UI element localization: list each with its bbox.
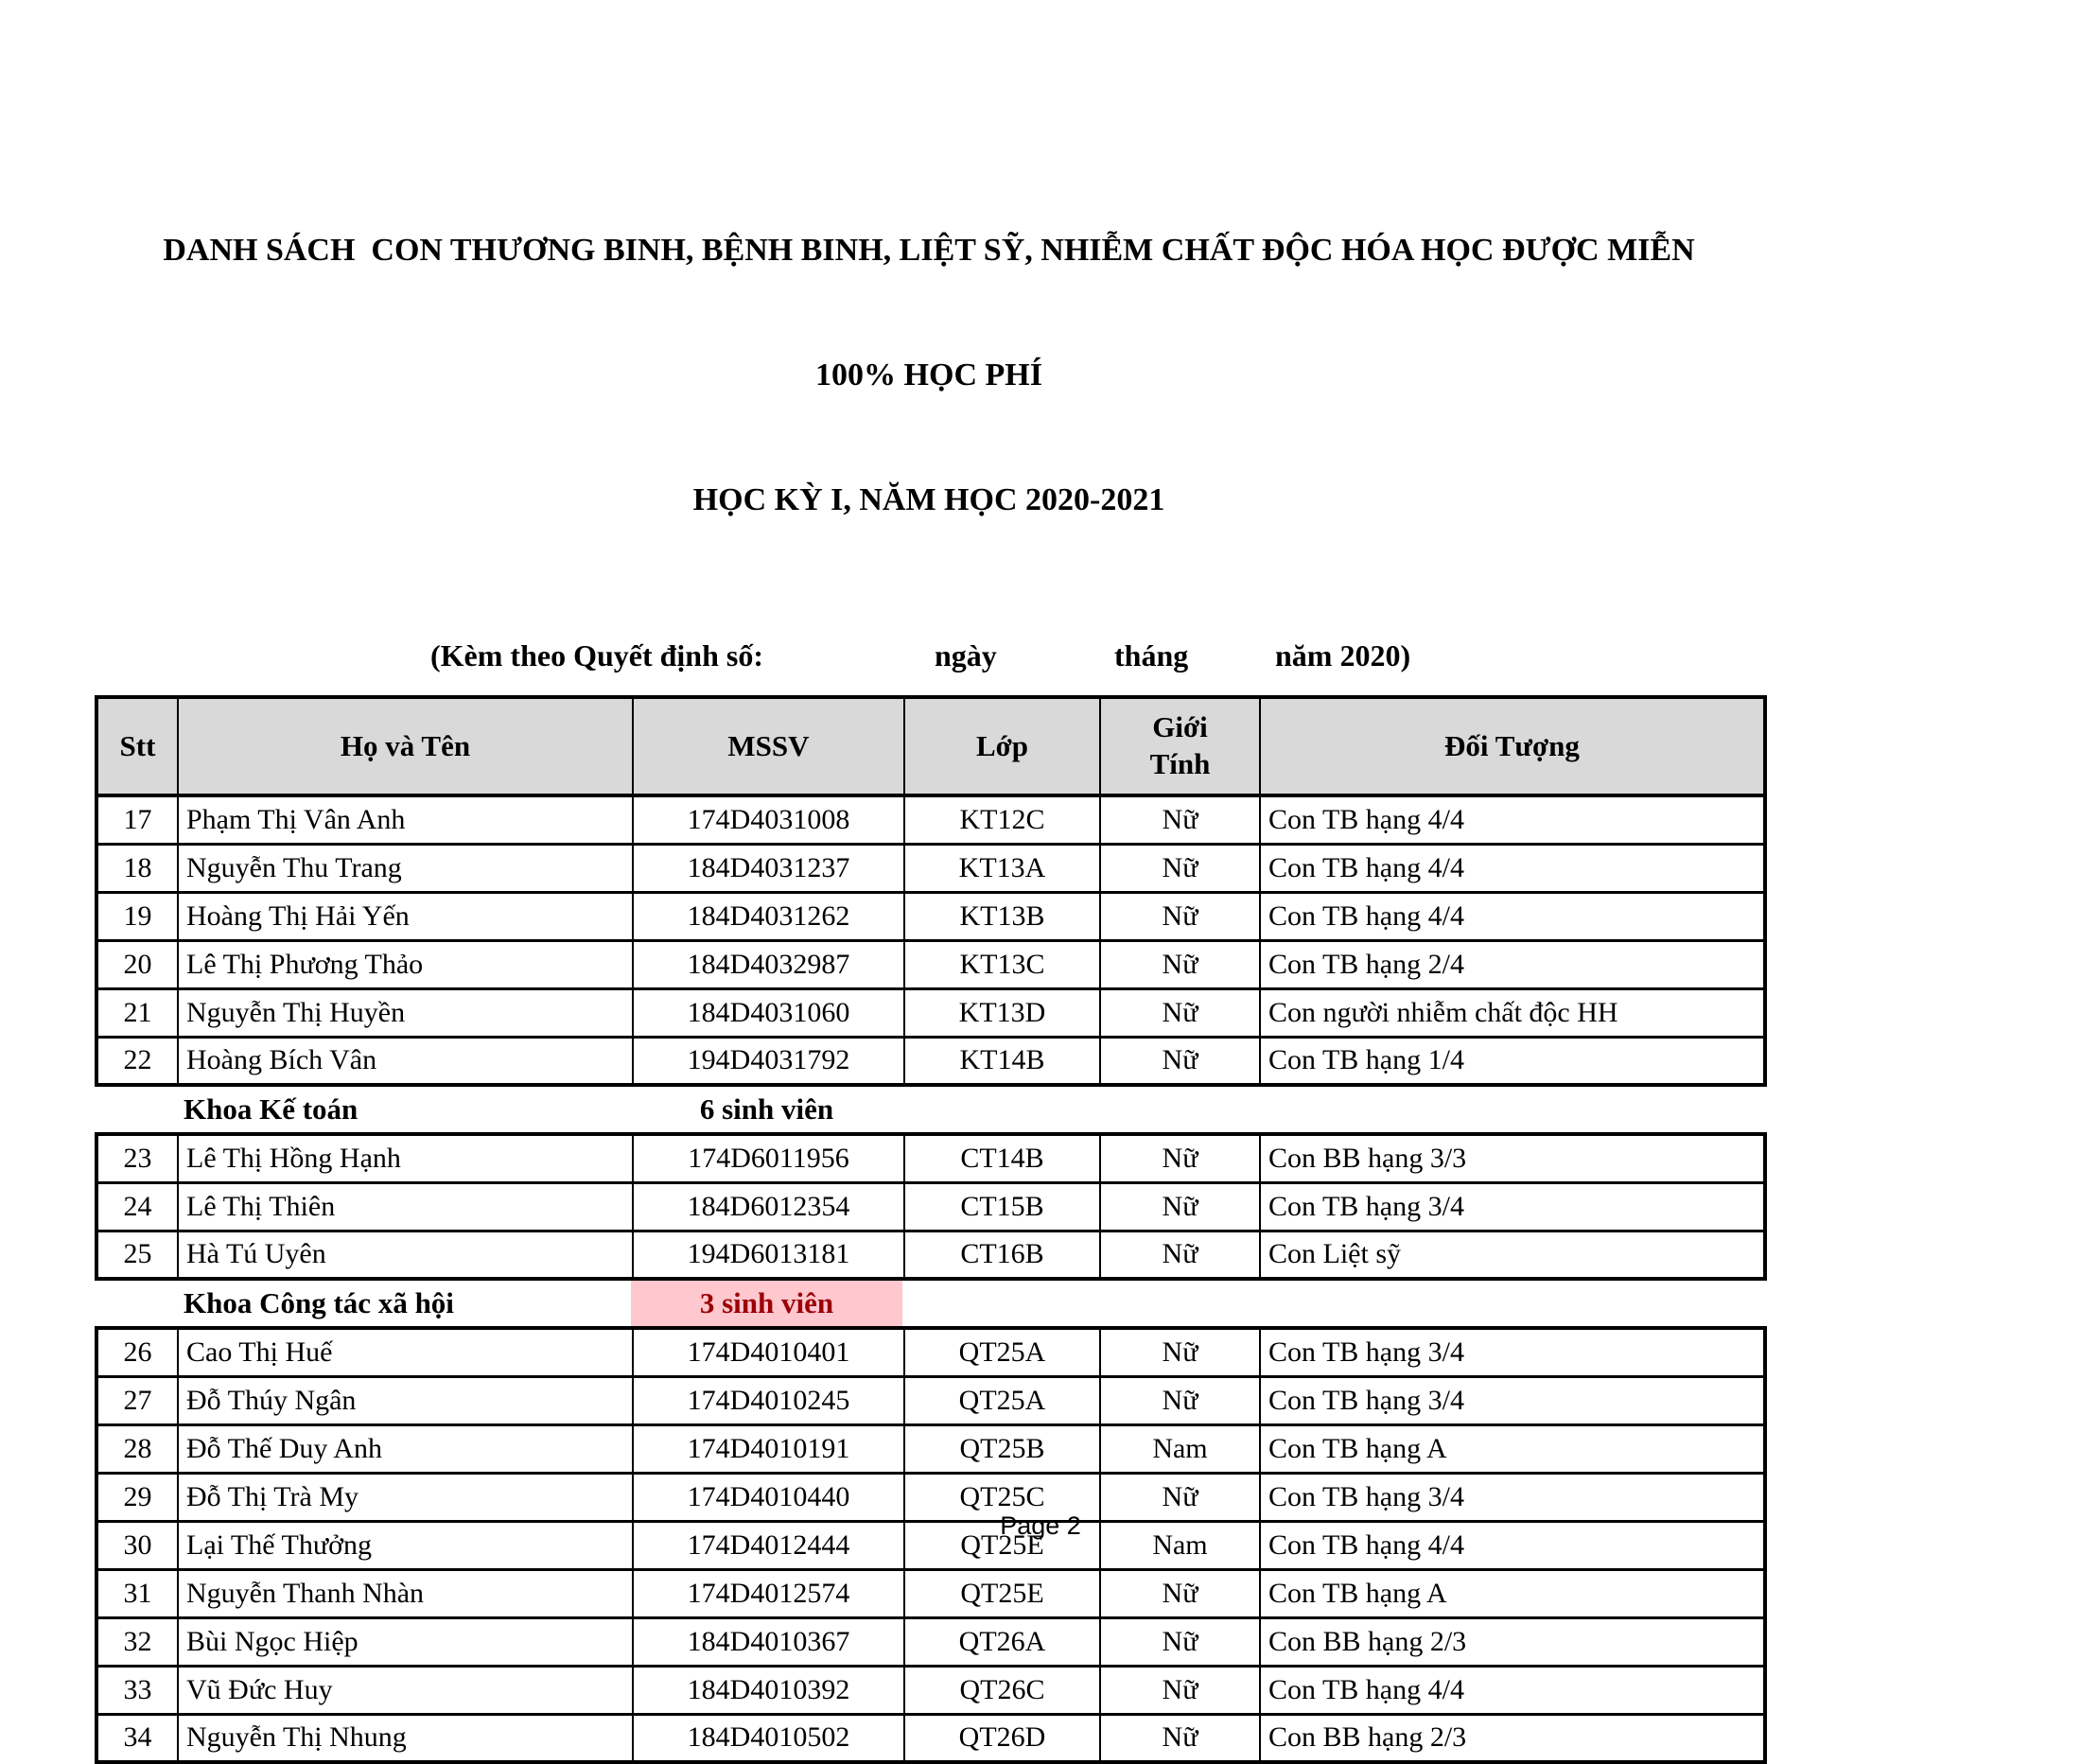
row-stt: 17	[96, 795, 178, 844]
row-stt: 18	[96, 844, 178, 892]
row-mssv: 184D4031237	[633, 844, 904, 892]
row-name: Đỗ Thị Trà My	[178, 1473, 633, 1521]
row-name: Hoàng Thị Hải Yến	[178, 892, 633, 940]
row-name: Đỗ Thế Duy Anh	[178, 1424, 633, 1473]
row-mssv: 184D4032987	[633, 940, 904, 988]
header-stt: Stt	[96, 697, 178, 795]
row-gioi-tinh: Nam	[1100, 1424, 1260, 1473]
title-line-3: HỌC KỲ I, NĂM HỌC 2020-2021	[692, 482, 1165, 517]
row-stt: 21	[96, 988, 178, 1037]
section-student-count-highlighted: 3 sinh viên	[631, 1281, 902, 1326]
row-stt: 24	[96, 1182, 178, 1231]
row-doi-tuong: Con TB hạng 4/4	[1260, 1521, 1765, 1569]
row-gioi-tinh: Nữ	[1100, 1182, 1260, 1231]
table-row	[96, 1569, 1765, 1617]
row-gioi-tinh: Nữ	[1100, 940, 1260, 988]
row-gioi-tinh: Nữ	[1100, 1666, 1260, 1714]
row-name: Nguyễn Thị Nhung	[178, 1714, 633, 1762]
row-stt: 20	[96, 940, 178, 988]
table-row	[96, 844, 1765, 892]
month-label: tháng	[1114, 638, 1189, 672]
row-name: Nguyễn Thu Trang	[178, 844, 633, 892]
table-row	[96, 1666, 1765, 1714]
row-name: Nguyễn Thanh Nhàn	[178, 1569, 633, 1617]
row-lop: KT13B	[904, 892, 1100, 940]
row-lop: CT15B	[904, 1182, 1100, 1231]
row-doi-tuong: Con TB hạng 4/4	[1260, 844, 1765, 892]
row-gioi-tinh: Nữ	[1100, 988, 1260, 1037]
header-doi-tuong: Đối Tượng	[1260, 697, 1765, 795]
row-gioi-tinh: Nữ	[1100, 1037, 1260, 1085]
row-name: Đỗ Thúy Ngân	[178, 1376, 633, 1424]
row-doi-tuong: Con TB hạng 3/4	[1260, 1182, 1765, 1231]
row-stt: 29	[96, 1473, 178, 1521]
row-mssv: 174D4010191	[633, 1424, 904, 1473]
year-label: năm 2020)	[1275, 638, 1411, 672]
row-stt: 28	[96, 1424, 178, 1473]
row-doi-tuong: Con BB hạng 3/3	[1260, 1134, 1765, 1182]
row-mssv: 174D4031008	[633, 795, 904, 844]
day-label: ngày	[935, 638, 997, 672]
table-row	[96, 1134, 1765, 1182]
student-table-block-1	[95, 695, 1767, 1087]
row-mssv: 174D4012574	[633, 1569, 904, 1617]
section-khoa-ke-toan	[95, 1087, 1763, 1132]
row-name: Hoàng Bích Vân	[178, 1037, 633, 1085]
row-mssv: 184D4031060	[633, 988, 904, 1037]
row-lop: KT14B	[904, 1037, 1100, 1085]
row-name: Lại Thế Thưởng	[178, 1521, 633, 1569]
header-name: Họ và Tên	[178, 697, 633, 795]
row-stt: 33	[96, 1666, 178, 1714]
table-row	[96, 1714, 1765, 1762]
title-line-2: 100% HỌC PHÍ	[815, 358, 1042, 393]
row-doi-tuong: Con TB hạng 4/4	[1260, 1666, 1765, 1714]
row-gioi-tinh: Nữ	[1100, 795, 1260, 844]
table-row	[96, 988, 1765, 1037]
table-row	[96, 1231, 1765, 1279]
row-doi-tuong: Con TB hạng 4/4	[1260, 892, 1765, 940]
student-table-block-3	[95, 1326, 1767, 1764]
row-lop: QT25E	[904, 1569, 1100, 1617]
row-name: Lê Thị Thiên	[178, 1182, 633, 1231]
section-khoa-cong-tac-xa-hoi	[95, 1281, 1763, 1326]
row-mssv: 184D4010392	[633, 1666, 904, 1714]
row-mssv: 184D4010502	[633, 1714, 904, 1762]
row-stt: 22	[96, 1037, 178, 1085]
row-gioi-tinh: Nữ	[1100, 844, 1260, 892]
row-stt: 30	[96, 1521, 178, 1569]
row-name: Phạm Thị Vân Anh	[178, 795, 633, 844]
table-row	[96, 1424, 1765, 1473]
row-doi-tuong: Con BB hạng 2/3	[1260, 1714, 1765, 1762]
row-lop: QT25E	[904, 1521, 1100, 1569]
title-line-1: DANH SÁCH CON THƯƠNG BINH, BỆNH BINH, LIỆT SỸ, NHIỄM CHẤT ĐỘC HÓA HỌC ĐƯỢC MIỄN	[163, 233, 1695, 268]
document-title	[95, 147, 1763, 604]
row-stt: 19	[96, 892, 178, 940]
section-name: Khoa Công tác xã hội	[184, 1286, 454, 1319]
row-doi-tuong: Con TB hạng 3/4	[1260, 1376, 1765, 1424]
row-gioi-tinh: Nữ	[1100, 1569, 1260, 1617]
row-mssv: 184D4010367	[633, 1617, 904, 1666]
section-student-count: 6 sinh viên	[699, 1092, 834, 1126]
table-row	[96, 795, 1765, 844]
header-lop: Lớp	[904, 697, 1100, 795]
row-stt: 31	[96, 1569, 178, 1617]
row-stt: 34	[96, 1714, 178, 1762]
decision-reference-line	[95, 637, 1763, 674]
row-lop: CT16B	[904, 1231, 1100, 1279]
row-gioi-tinh: Nam	[1100, 1521, 1260, 1569]
row-doi-tuong: Con TB hạng 1/4	[1260, 1037, 1765, 1085]
header-gioi-tinh: Giới Tính	[1100, 697, 1260, 795]
row-doi-tuong: Con TB hạng 4/4	[1260, 795, 1765, 844]
row-lop: KT12C	[904, 795, 1100, 844]
row-mssv: 174D4010440	[633, 1473, 904, 1521]
table-row	[96, 1376, 1765, 1424]
row-gioi-tinh: Nữ	[1100, 1376, 1260, 1424]
row-doi-tuong: Con TB hạng A	[1260, 1569, 1765, 1617]
row-mssv: 194D4031792	[633, 1037, 904, 1085]
table-row	[96, 1182, 1765, 1231]
row-gioi-tinh: Nữ	[1100, 1617, 1260, 1666]
row-gioi-tinh: Nữ	[1100, 1714, 1260, 1762]
row-doi-tuong: Con TB hạng A	[1260, 1424, 1765, 1473]
table-row	[96, 1328, 1765, 1376]
row-lop: KT13C	[904, 940, 1100, 988]
row-gioi-tinh: Nữ	[1100, 1231, 1260, 1279]
row-doi-tuong: Con Liệt sỹ	[1260, 1231, 1765, 1279]
row-mssv: 184D6012354	[633, 1182, 904, 1231]
table-row	[96, 892, 1765, 940]
row-mssv: 174D4010245	[633, 1376, 904, 1424]
header-mssv: MSSV	[633, 697, 904, 795]
row-doi-tuong: Con người nhiễm chất độc HH	[1260, 988, 1765, 1037]
row-lop: QT25C	[904, 1473, 1100, 1521]
row-mssv: 184D4031262	[633, 892, 904, 940]
row-doi-tuong: Con TB hạng 3/4	[1260, 1473, 1765, 1521]
row-stt: 23	[96, 1134, 178, 1182]
row-lop: CT14B	[904, 1134, 1100, 1182]
row-mssv: 174D6011956	[633, 1134, 904, 1182]
row-lop: QT26A	[904, 1617, 1100, 1666]
row-stt: 32	[96, 1617, 178, 1666]
row-lop: QT25A	[904, 1328, 1100, 1376]
row-stt: 25	[96, 1231, 178, 1279]
student-table-block-2	[95, 1132, 1767, 1281]
row-lop: KT13A	[904, 844, 1100, 892]
row-name: Vũ Đức Huy	[178, 1666, 633, 1714]
row-gioi-tinh: Nữ	[1100, 1134, 1260, 1182]
decision-number-label: (Kèm theo Quyết định số:	[430, 638, 763, 672]
row-name: Bùi Ngọc Hiệp	[178, 1617, 633, 1666]
row-mssv: 174D4010401	[633, 1328, 904, 1376]
table-row	[96, 940, 1765, 988]
row-doi-tuong: Con TB hạng 2/4	[1260, 940, 1765, 988]
row-stt: 27	[96, 1376, 178, 1424]
table-row	[96, 1037, 1765, 1085]
row-name: Nguyễn Thị Huyền	[178, 988, 633, 1037]
row-stt: 26	[96, 1328, 178, 1376]
row-name: Cao Thị Huế	[178, 1328, 633, 1376]
row-name: Lê Thị Phương Thảo	[178, 940, 633, 988]
row-gioi-tinh: Nữ	[1100, 892, 1260, 940]
table-header-row	[96, 697, 1765, 795]
row-lop: QT26C	[904, 1666, 1100, 1714]
row-lop: KT13D	[904, 988, 1100, 1037]
row-gioi-tinh: Nữ	[1100, 1328, 1260, 1376]
row-doi-tuong: Con BB hạng 2/3	[1260, 1617, 1765, 1666]
row-mssv: 174D4012444	[633, 1521, 904, 1569]
document-page	[95, 0, 1763, 1764]
row-mssv: 194D6013181	[633, 1231, 904, 1279]
row-gioi-tinh: Nữ	[1100, 1473, 1260, 1521]
section-name: Khoa Kế toán	[184, 1092, 358, 1126]
row-lop: QT25A	[904, 1376, 1100, 1424]
row-lop: QT26D	[904, 1714, 1100, 1762]
row-lop: QT25B	[904, 1424, 1100, 1473]
row-name: Hà Tú Uyên	[178, 1231, 633, 1279]
row-name: Lê Thị Hồng Hạnh	[178, 1134, 633, 1182]
row-doi-tuong: Con TB hạng 3/4	[1260, 1328, 1765, 1376]
page-number: Page 2	[1000, 1511, 1081, 1540]
table-row	[96, 1617, 1765, 1666]
